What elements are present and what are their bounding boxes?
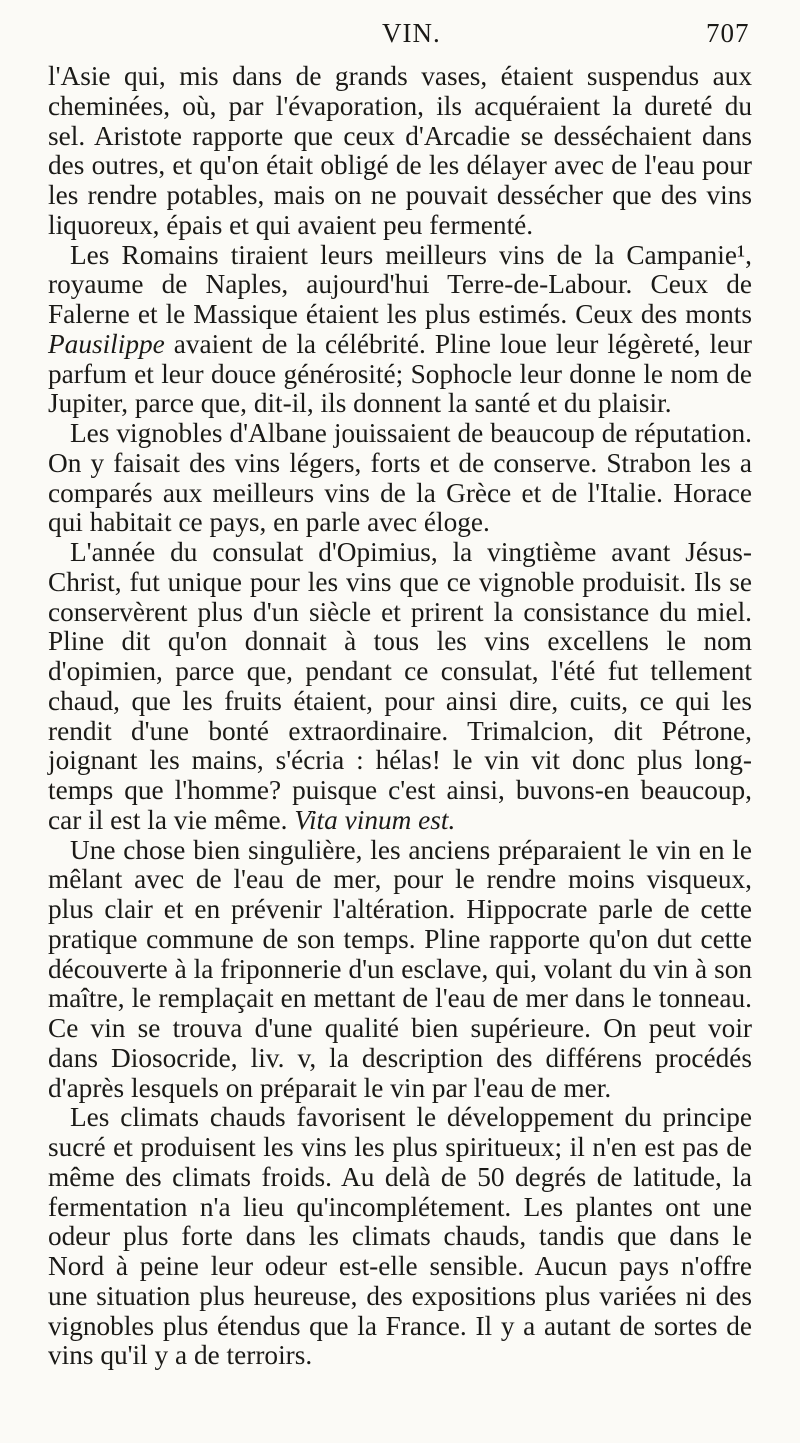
running-title: VIN. [382,18,441,48]
paragraph [48,538,752,836]
paragraph-text: Une chose bien singulière, les anciens préparaient le vin en le mêlant avec de l'eau de mer, pour le rendre moins visqueux, plus clair et en prévenir l'altération. Hippocrate parle de cette pratique commune de son temps. Pline rapporte qu'on dut cette découverte à la friponnerie d'un esclave, qui, volant du vin à son maître, le remplaçait en mettant de l'eau de mer dans le tonneau. Ce vin se trouva d'une qualité bien supérieure. On peut voir dans Diosocride, liv. v, la description des différens procédés d'après lesquels on préparait le vin par l'eau de mer. [48,834,752,1103]
italic-place-name: Pausilippe [48,328,165,359]
page-number: 707 [706,18,750,48]
running-header [0,12,800,52]
paragraph-text: l'Asie qui, mis dans de grands vases, étaient suspendus aux cheminées, où, par l'évaporation, ils acquéraient la dureté du sel. Aristote rapporte que ceux d'Arcadie se desséchaient dans des outres, et qu'on était obligé de les délayer avec de l'eau pour les rendre potables, mais on ne pouvait dessécher que des vins liquoreux, épais et qui avaient peu fermenté. [48,61,752,240]
paragraph-text: Les Romains tiraient leurs meilleurs vins de la Campanie¹, royaume de Naples, aujourd'hui Terre-de-Labour. Ceux de Falerne et le Massique étaient les plus estimés. Ceux des monts [48,239,752,329]
paragraph [48,62,752,241]
paragraph-text: Les climats chauds favorisent le développement du principe sucré et produisent les vins les plus spiritueux; il n'en est pas de même des climats froids. Au delà de 50 degrés de latitude, la fermentation n'a lieu qu'incomplétement. Les plantes ont une odeur plus forte dans les climats chauds, tandis que dans le Nord à peine leur odeur est-elle sensible. Aucun pays n'offre une situation plus heureuse, des expositions plus variées ni des vignobles plus étendus que la France. Il y a autant de sortes de vins qu'il y a de terroirs. [48,1102,752,1371]
paragraph-text: Les vignobles d'Albane jouissaient de beaucoup de réputation. On y faisait des vins légers, forts et de conserve. Strabon les a comparés aux meilleurs vins de la Grèce et de l'Italie. Horace qui habitait ce pays, en parle avec éloge. [48,418,752,538]
paragraph-text: avaient de la célébrité. Pline loue leur légèreté, leur parfum et leur douce générosité; Sophocle leur donne le nom de Jupiter, parce que, dit-il, ils donnent la santé et du plaisir. [48,328,752,419]
paragraph [48,419,752,538]
body-text [48,62,752,1371]
italic-latin-quote: Vita vinum est. [294,804,456,835]
paragraph-text: L'année du consulat d'Opimius, la vingtième avant Jésus-Christ, fut unique pour les vins que ce vignoble produisit. Ils se conservèrent plus d'un siècle et prirent la consistance du miel. Pline dit qu'on donnait à tous les vins excellens le nom d'opimien, parce que, pendant ce consulat, l'été fut tellement chaud, que les fruits étaient, pour ainsi dire, cuits, ce qui les rendit d'une bonté extraordinaire. Trimalcion, dit Pétrone, joignant les mains, s'écria : hélas! le vin vit donc plus long-temps que l'homme? puisque c'est ainsi, buvons-en beaucoup, car il est la vie même. [48,537,752,835]
paragraph [48,836,752,1104]
paragraph [48,241,752,420]
paragraph [48,1103,752,1371]
